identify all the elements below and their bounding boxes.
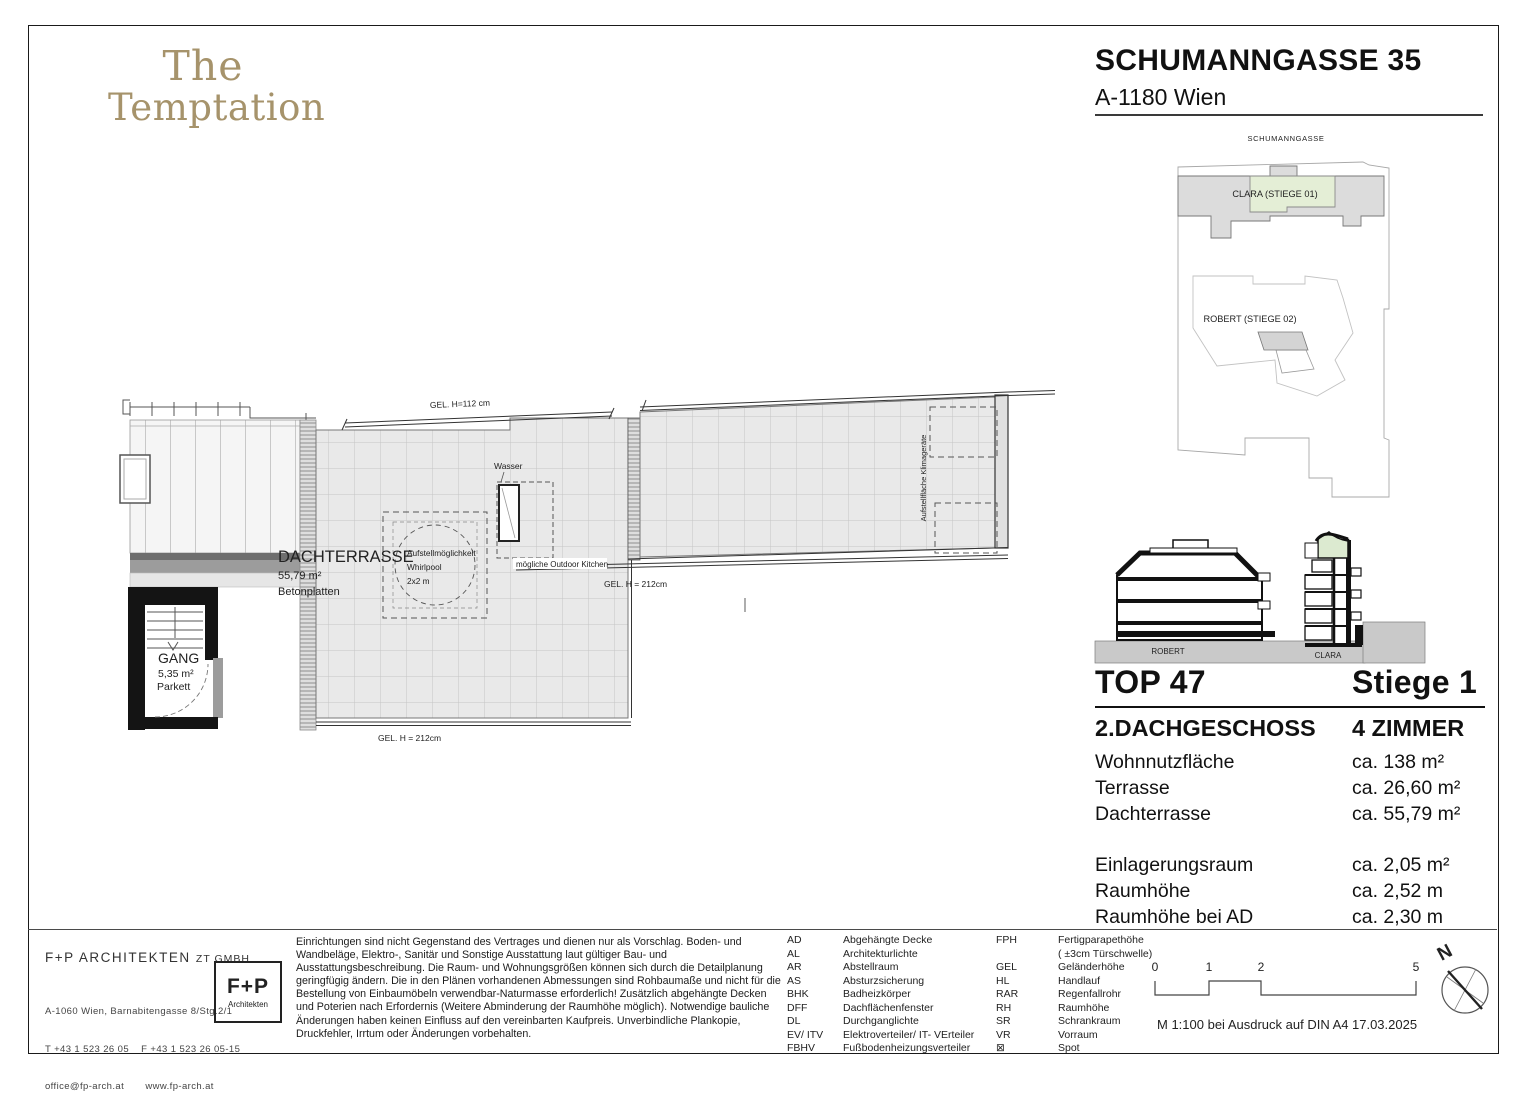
firm-phone-line: T +43 1 523 26 05 F +43 1 523 26 05-15 <box>45 1043 241 1055</box>
legend-row: HL Handlauf <box>996 974 1101 987</box>
firm-name-text: F+P ARCHITEKTEN <box>45 950 191 965</box>
scale-tick-5: 5 <box>1412 960 1420 974</box>
legend-row: AS Absturzsicherung <box>787 974 925 987</box>
row-label: Raumhöhe <box>1095 880 1191 902</box>
legend-row: AR Abstellraum <box>787 961 899 973</box>
row-value: ca. 2,52 m <box>1352 880 1444 902</box>
clara-label: CLARA (STIEGE 01) <box>1232 189 1318 199</box>
firm-logo-top: F+P <box>226 974 270 998</box>
robert-core <box>1258 332 1308 350</box>
legend-row: DL Durchganglichte <box>787 1015 919 1027</box>
clara-section-label: CLARA <box>1314 651 1342 660</box>
firm-address-line: A-1060 Wien, Barnabitengasse 8/Stg.2/1 <box>45 1006 233 1017</box>
project-header <box>1095 44 1483 111</box>
legend-column-1 <box>787 934 992 1056</box>
divider-wall <box>628 418 640 560</box>
scale-tick-1: 1 <box>1205 960 1213 974</box>
terrace-floor-finish: Betonplatten <box>278 586 340 598</box>
neighbour-roof <box>120 420 300 553</box>
row-label: Raumhöhe bei AD <box>1095 906 1254 928</box>
row-label: Einlagerungsraum <box>1095 854 1254 876</box>
legend-row: VR Vorraum <box>996 1028 1098 1041</box>
whirlpool-line1: Aufstellmöglichkeit <box>407 548 476 558</box>
site-plan <box>1155 126 1395 511</box>
unit-info <box>1095 664 1485 932</box>
firm-web-line: office@fp-arch.at www.fp-arch.at <box>45 1081 214 1092</box>
scale-note: M 1:100 bei Ausdruck auf DIN A4 <box>1157 1017 1349 1032</box>
street-label: SCHUMANNGASSE <box>1247 134 1325 143</box>
unit-rule <box>1095 706 1485 708</box>
row-value: ca. 2,30 m <box>1352 906 1444 928</box>
north-compass-icon <box>1430 933 1505 1038</box>
gel-212-right-label: GEL. H = 212cm <box>604 579 668 589</box>
firm-logo <box>214 961 282 1023</box>
legend-row: DFF Dachflächenfenster <box>787 1001 934 1014</box>
legend-row: RH Raumhöhe <box>996 1001 1110 1014</box>
unit-row <box>1095 803 1485 829</box>
wasser-label: Wasser <box>494 461 523 471</box>
scale-tick-2: 2 <box>1257 960 1265 974</box>
brand-line1: The <box>162 42 244 90</box>
header-rule <box>1095 114 1483 116</box>
legend-row: ⊠ Spot <box>996 1042 1080 1054</box>
robert-section-label: ROBERT <box>1151 647 1185 656</box>
scale-tick-0: 0 <box>1151 960 1159 974</box>
row-value: ca. 2,05 m² <box>1352 854 1450 876</box>
unit-row <box>1095 854 1485 880</box>
gang-floor: Parkett <box>157 681 191 693</box>
legend-row: FBHV Fußbodenheizungsverteiler <box>787 1042 971 1054</box>
legend-row: AL Architekturlichte <box>787 947 918 960</box>
floor-plan <box>120 390 1020 745</box>
brand-line2: Temptation <box>108 86 326 129</box>
whirlpool-line2: Whirlpool <box>407 562 442 572</box>
unit-floor: 2.DACHGESCHOSS <box>1095 715 1316 741</box>
legend-row: FPH Fertigparapethöhe <box>996 934 1144 946</box>
row-value: ca. 26,60 m² <box>1352 777 1461 799</box>
unit-row <box>1095 880 1485 906</box>
row-value: ca. 138 m² <box>1352 751 1445 773</box>
gel-112-label: GEL. H=112 cm <box>429 397 491 410</box>
gang-name: GANG <box>158 650 200 666</box>
row-label: Wohnnutzfläche <box>1095 751 1235 773</box>
unit-rooms: 4 ZIMMER <box>1352 715 1465 741</box>
legend-row: GEL Geländerhöhe <box>996 961 1125 973</box>
outdoor-kitchen-label: mögliche Outdoor Kitchen <box>516 560 609 569</box>
terrace-name: DACHTERRASSE <box>278 548 414 566</box>
outdoor-kitchen <box>513 558 608 569</box>
legend-row: ( ±3cm Türschwelle) <box>1058 947 1153 960</box>
spot-symbol: ⊠ <box>996 1042 1005 1054</box>
gang-area: 5,35 m² <box>158 668 194 680</box>
terrace-strip <box>640 397 995 557</box>
brand-logo <box>108 42 326 129</box>
unit-number: TOP 47 <box>1095 664 1206 700</box>
firm-suffix: ZT GMBH <box>195 953 250 965</box>
unit-stair: Stiege 1 <box>1352 664 1478 700</box>
project-subtitle: A-1180 Wien <box>1095 84 1227 110</box>
klimageraete-label: Aufstellfläche Klimageräte <box>919 434 928 522</box>
unit-row <box>1095 777 1485 803</box>
legend-row: RAR Regenfallrohr <box>996 988 1122 1000</box>
robert-section <box>1117 540 1275 656</box>
building-section <box>1090 513 1430 668</box>
footer-rule <box>28 929 1497 930</box>
gel-212-bottom-label: GEL. H = 212cm <box>378 733 442 743</box>
unit-row <box>1095 751 1485 777</box>
whirlpool-line3: 2x2 m <box>407 576 430 586</box>
neighbour-parapet <box>123 400 316 423</box>
compass-n-label: N <box>1434 940 1456 966</box>
firm-address <box>45 981 240 1119</box>
legend-row: AD Abgehängte Decke <box>787 934 933 946</box>
row-value: ca. 55,79 m² <box>1352 803 1461 825</box>
legend-row: SR Schrankraum <box>996 1015 1121 1027</box>
disclaimer-text: Einrichtungen sind nicht Gegenstand des Vertrages und dienen nur als Vorschlag. Boden- und Wandbeläge, Elektro-, Sanitär und Sonstige Ausstattung laut gültiger Bau- und Ausstattungsbeschreibung. Die Raum- und Wohnungsgrößen können sich durch die Detailplanung geringfügig ändern. Die in den Plänen vorhandenen Abmessungen sind Rohbaumaße und nicht für die Bestellung von Einbaumöbeln verwendbar-Naturmasse erforderlich! Zusätzlich abgehängte Decken und Poterien nach Erfordernis (Weitere Abminderung der Raumhöhe möglich). Notwendige bauliche Änderungen haben keinen Einfluss auf den vereinbarten Kaufpreis. Unverbindliche Plankopie, Druckfehler, Irrtum oder Änderungen vorbehalten. <box>296 936 781 1040</box>
legend-row: BHK Badheizkörper <box>787 988 911 1000</box>
room-gang <box>128 587 223 730</box>
plan-date: 17.03.2025 <box>1352 1017 1418 1032</box>
scale-bar <box>1140 955 1440 1005</box>
legend-row: EV/ ITV Elektroverteiler/ IT- VErteiler <box>787 1028 975 1041</box>
terrace-area: 55,79 m² <box>278 570 322 582</box>
row-label: Dachterrasse <box>1095 803 1211 825</box>
project-title: SCHUMANNGASSE 35 <box>1095 44 1422 77</box>
robert-label: ROBERT (STIEGE 02) <box>1203 314 1297 324</box>
firm-logo-sub: Architekten <box>227 999 269 1009</box>
row-label: Terrasse <box>1095 777 1170 799</box>
wall-bands <box>130 553 300 587</box>
